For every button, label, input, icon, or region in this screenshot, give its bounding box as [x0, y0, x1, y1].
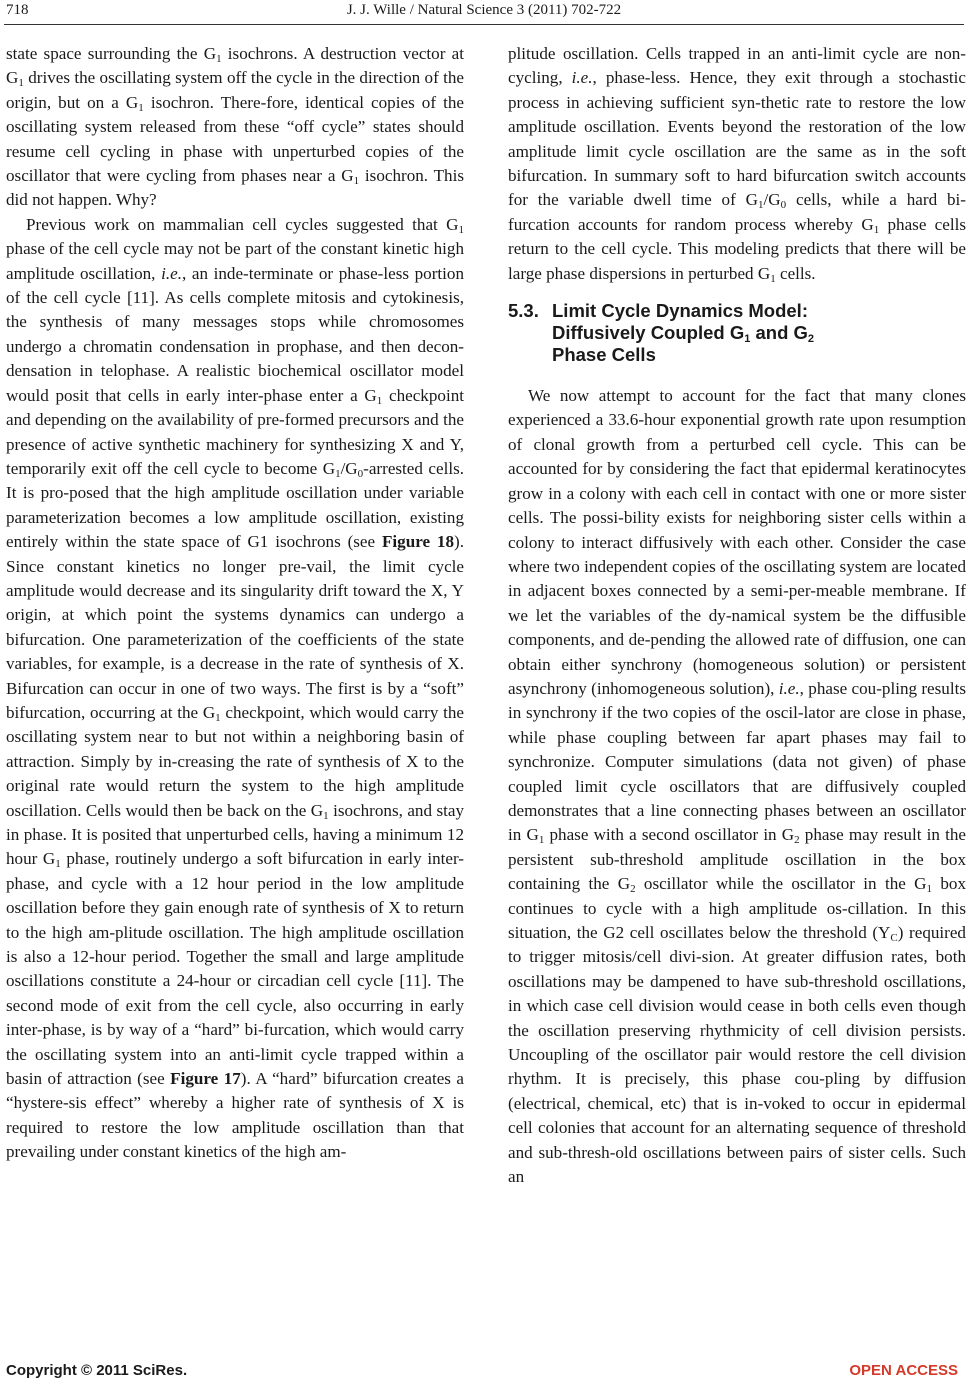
open-access-label: OPEN ACCESS [849, 1362, 958, 1379]
copyright-text: Copyright © 2011 SciRes. [6, 1362, 188, 1379]
section-title-line2: Diffusively Coupled $G_1$ and $G_2$ [552, 322, 815, 346]
right-column [508, 42, 966, 1189]
paragraph: Previous work on mammalian cell cycles suggested that $G_1$ phase of the cell cycle may not be part of the constant kinetic high amplitude oscillation, i.e., an inde-terminate or phase-less portion of the cell cycle [11]. As cells complete mitosis and cytokinesis, the synthesis of many messages stops while chromosomes undergo a chromatin condensation in prophase, and then decon-densation in telophase. A realistic biochemical oscillator model would posit that cells in early inter-phase enter a $G_1$ checkpoint and depending on the availability of pre-formed precursors and the presence of active synthetic machinery for synthesizing X and Y, temporarily exit off the cell cycle to become $G_1/G_0$-arrested cells. It is pro-posed that the high amplitude oscillation under variable parameterization becomes a low amplitude oscillation, existing entirely within the state space of G1 isochrons (see Figure 18). Since constant kinetics no longer pre-vail, the limit cycle amplitude would decrease and its singularity drift toward the X, Y origin, at which point the systems dynamics can undergo a bifurcation. One parameterization of the coefficients of the state variables, for example, is a decrease in the rate of synthesis of X. Bifurcation can occur in one of two ways. The first is by a “soft” bifurcation, occurring at the $G_1$ checkpoint, which would carry the oscillating system near to but not within a neighboring basin of attraction. Simply by in-creasing the rate of synthesis of X to the original rate would return the system to the high amplitude oscillation. Cells would then be back on the $G_1$ isochrons, and stay in phase. It is posited that unperturbed cells, having a minimum 12 hour $G_1$ phase, routinely undergo a soft bifurcation in early inter-phase, and cycle with a 12 hour period in the low amplitude oscillation before they gain enough rate of synthesis of X to return to the high am-plitude oscillation. The high amplitude oscillation is also a 12-hour period. Together the small and large amplitude oscillations constitute a 24-hour or circadian cell cycle [11]. The second mode of exit from the cell cycle, also occurring in early inter-phase, is by way of a “hard” bi-furcation, which would carry the oscillating system into an anti-limit cycle trapped within a basin of attraction (see Figure 17). A “hard” bifurcation creates a “hystere-sis effect” whereby a higher rate of synthesis of X is required to restore the low amplitude oscillation than that prevailing under constant kinetics of the high am- [6, 214, 464, 1162]
running-title: J. J. Wille / Natural Science 3 (2011) 702-722 [346, 2, 622, 18]
section-heading [508, 300, 966, 366]
right-paragraphs-top [508, 42, 966, 286]
section-title-line3: Phase Cells [552, 344, 656, 366]
section-title-line1: Limit Cycle Dynamics Model: [552, 300, 808, 322]
right-paragraphs-bottom [508, 384, 966, 1189]
paragraph: plitude oscillation. Cells trapped in an anti-limit cycle are non-cycling, i.e., phase-less. Hence, they exit through a stochastic process in achieving sufficient syn-thetic rate to restore the low amplitude oscillation. Events beyond the restoration of the low amplitude limit cycle oscillation are the same as in the soft bifurcation. In summary soft to hard bifurcation switch accounts for the variable dwell time of $G_1/G_0$ cells, while a hard bi-furcation accounts for random process whereby $G_1$ phase cells return to the cell cycle. This modeling predicts that there will be large phase dispersions in perturbed $G_1$ cells. [508, 44, 966, 285]
left-paragraphs [6, 42, 464, 1165]
page-footer [0, 1362, 968, 1384]
section-number: 5.3. [508, 300, 539, 322]
header-rule [4, 24, 964, 25]
left-column [6, 42, 464, 1165]
paragraph: We now attempt to account for the fact that many clones experienced a 33.6-hour exponential growth rate upon resumption of clonal growth from a perturbed cell cycle. This can be accounted for by considering the fact that epidermal keratinocytes grow in a colony with each cell in contact with one or more sister cells. The possi-bility exists for neighboring sister cells within a colony to interact diffusively with each other. Consider the case where two independent copies of the oscillating system are located in adjacent boxes connected by a semi-per-meable membrane. If we let the variables of the dy-namical system be the diffusible components, and de-pending the allowed rate of diffusion, one can obtain either synchrony (homogeneous solution) or persistent asynchrony (inhomogeneous solution), i.e., phase cou-pling results in synchrony if the two copies of the oscil-lator are close in phase, while phase coupling between far apart phases may fail to synchronize. Computer simulations (data not given) of phase coupled limit cycle oscillators that are diffusively coupled demonstrates that a line connecting phases between an oscillator in $G_1$ phase with a second oscillator in $G_2$ phase may result in the persistent sub-threshold amplitude oscillation in the box containing the $G_2$ oscillator while the oscillator in the $G_1$ box continues to cycle with a high amplitude os-cillation. In this situation, the G2 cell oscillates below the threshold $(Y_C)$ required to trigger mitosis/cell divi-sion. At greater diffusion rates, both oscillations may be dampened to have sub-threshold oscillations, in which case cell division would cease in both cells even though the oscillation preserving rhythmicity of cell division persists. Uncoupling of the oscillator pair would restore the cell division rhythm. It is precisely, this phase cou-pling by diffusion (electrical, chemical, etc) that is in-voked to occur in epidermal cell colonies that account for an alternating sequence of threshold and sub-thresh-old oscillations between pairs of sister cells. Such an [508, 386, 966, 1187]
paragraph: state space surrounding the $G_1$ isochrons. A destruction vector at $G_1$ drives the oscillating system off the cycle in the direction of the origin, but on a $G_1$ isochron. There-fore, identical copies of the oscillating system released from these “off cycle” states should resume cell cycling in phase with unperturbed copies of the oscillator that were cycling from phases near a $G_1$ isochron. This did not happen. Why? [6, 44, 464, 210]
page-number: 718 [6, 2, 29, 18]
